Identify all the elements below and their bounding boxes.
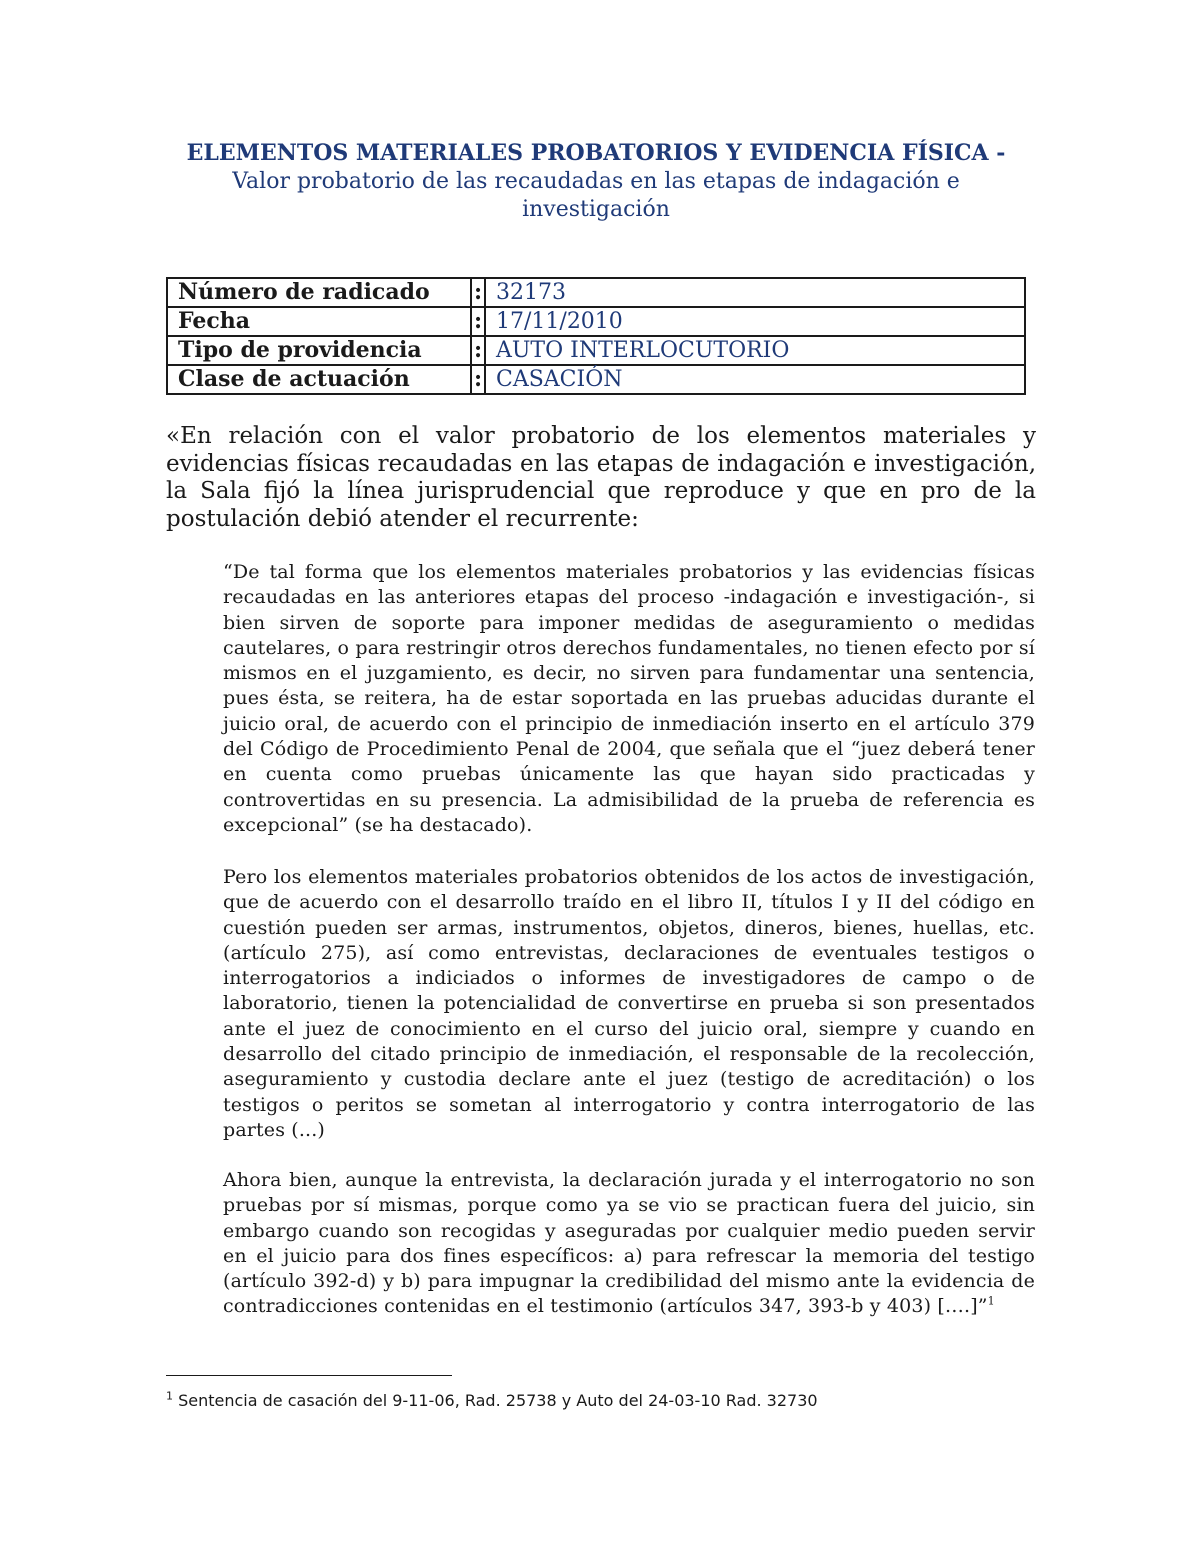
metadata-separator: : [471, 336, 485, 365]
metadata-label: Clase de actuación [167, 365, 471, 394]
metadata-label: Número de radicado [167, 278, 471, 307]
metadata-row [167, 336, 1025, 365]
metadata-value: AUTO INTERLOCUTORIO [485, 336, 1025, 365]
metadata-row [167, 278, 1025, 307]
metadata-value: 32173 [485, 278, 1025, 307]
title-block [166, 138, 1026, 224]
document-subtitle: Valor probatorio de las recaudadas en las etapas de indagación e investigación [232, 169, 960, 222]
metadata-label: Tipo de providencia [167, 336, 471, 365]
footnote-text: Sentencia de casación del 9-11-06, Rad. 25738 y Auto del 24-03-10 Rad. 32730 [178, 1391, 818, 1410]
footnote-divider [166, 1375, 452, 1376]
quote-paragraph-3 [223, 1168, 1035, 1320]
quote-paragraph-2: Pero los elementos materiales probatorios obtenidos de los actos de investigación, que de acuerdo con el desarrollo traído en el libro II, títulos I y II del código en cuestión pueden ser armas, instrumentos, objetos, dineros, bienes, huellas, etc. (artículo 275), así como entrevistas, declaraciones de eventuales testigos o interrogatorios a indiciados o informes de investigadores de campo o de laboratorio, tienen la potencialidad de convertirse en prueba si son presentados ante el juez de conocimiento en el curso del juicio oral, siempre y cuando en desarrollo del citado principio de inmediación, el responsable de la recolección, aseguramiento y custodia declare ante el juez (testigo de acreditación) o los testigos o peritos se sometan al interrogatorio y contra interrogatorio de las partes (...) [223, 866, 1035, 1141]
footnote-reference[interactable]: 1 [987, 1295, 995, 1309]
quote-paragraph-1: “De tal forma que los elementos materiales probatorios y las evidencias físicas recaudadas en las anteriores etapas del proceso -indagación e investigación-, si bien sirven de soporte para imponer medidas de aseguramiento o medidas cautelares, o para restringir otros derechos fundamentales, no tienen efecto por sí mismos en el juzgamiento, es decir, no sirven para fundamentar una sentencia, pues ésta, se reitera, ha de estar soportada en las pruebas aducidas durante el juicio oral, de acuerdo con el principio de inmediación inserto en el artículo 379 del Código de Procedimiento Penal de 2004, que señala que el “juez deberá tener en cuenta como pruebas únicamente las que hayan sido practicadas y controvertidas en su presencia. La admisibilidad de la prueba de referencia es excepcional” (se ha destacado). [223, 561, 1035, 836]
metadata-value: CASACIÓN [485, 365, 1025, 394]
metadata-separator: : [471, 365, 485, 394]
quote-paragraph-3-text: Ahora bien, aunque la entrevista, la declaración jurada y el interrogatorio no son pruebas por sí mismas, porque como ya se vio se practican fuera del juicio, sin embargo cuando son recogidas y aseguradas por cualquier medio pueden servir en el juicio para dos fines específicos: a) para refrescar la memoria del testigo (artículo 392-d) y b) para impugnar la credibilidad del mismo ante la evidencia de contradicciones contenidas en el testimonio (artículos 347, 393-b y 403) [….]” [223, 1169, 1035, 1318]
document-title: ELEMENTOS MATERIALES PROBATORIOS Y EVIDENCIA FÍSICA - [186, 140, 1006, 166]
metadata-label: Fecha [167, 307, 471, 336]
metadata-separator: : [471, 278, 485, 307]
metadata-separator: : [471, 307, 485, 336]
intro-paragraph: «En relación con el valor probatorio de los elementos materiales y evidencias físicas recaudadas en las etapas de indagación e investigación, la Sala fijó la línea jurisprudencial que reproduce y que en pro de la postulación debió atender el recurrente: [166, 423, 1036, 532]
metadata-table [166, 277, 1026, 395]
metadata-row [167, 307, 1025, 336]
footnote-number: 1 [166, 1389, 173, 1403]
footnote [166, 1390, 818, 1412]
metadata-row [167, 365, 1025, 394]
metadata-value: 17/11/2010 [485, 307, 1025, 336]
